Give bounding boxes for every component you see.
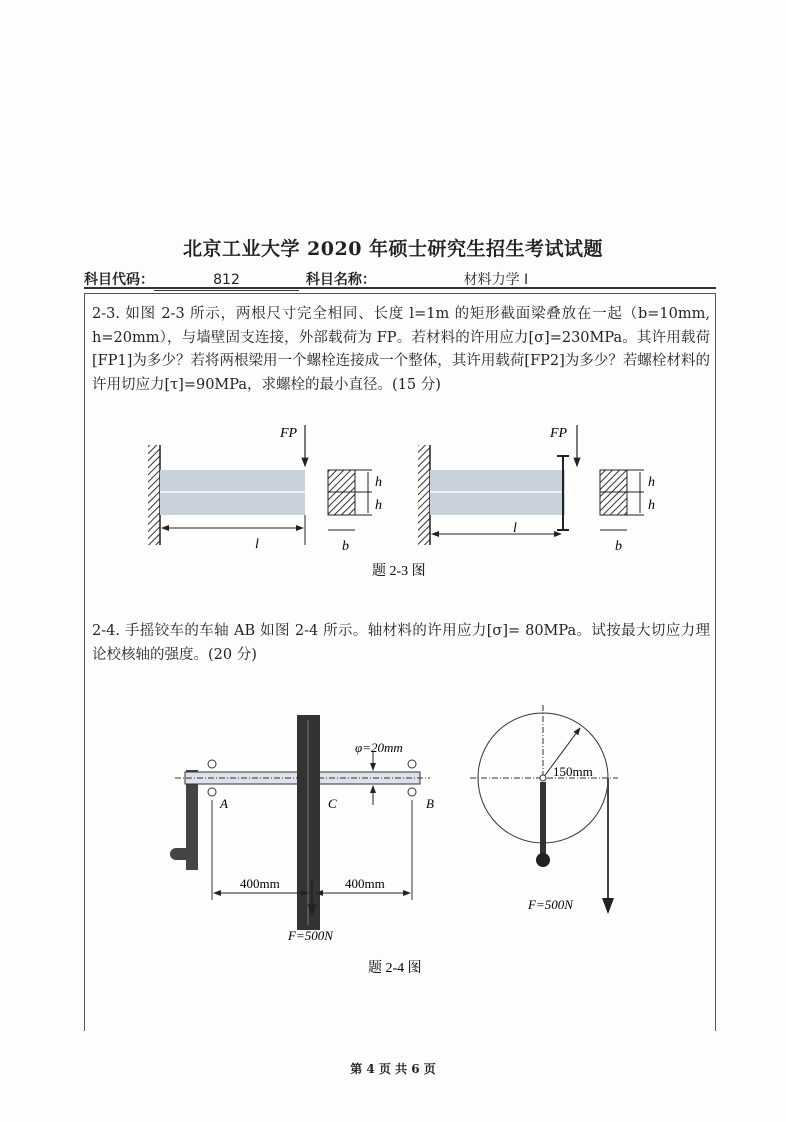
point-b-label: B [426,796,434,811]
section-top-1 [328,470,355,492]
problem-2-3-text: 2-3. 如图 2-3 所示，两根尺寸完全相同、长度 l=1m 的矩形截面梁叠放在一起（b=10mm, h=20mm），与墙壁固支连接，外部载荷为 FP。若材料的许用应力[σ]=230MPa。其许用载荷[FP1]为多少？若将两根梁用一个螺栓连接成一个整体，其许用载荷[FP2]为多少？若螺栓材料的许用切应力[τ]=90MPa，求螺栓的最小直径。(15 分) [92,306,710,393]
crank-handle [170,848,198,860]
subject-code-label: 科目代码： [84,272,154,288]
width-label: b [615,539,622,554]
subject-name-value: 材料力学 I [376,269,616,288]
width-label: b [342,539,349,554]
diameter-label: φ=20mm [355,740,403,755]
force-right-label: F=500N [528,897,573,912]
dim-right-label: 400mm [345,876,385,891]
height-label: h [375,498,382,513]
height-label: h [648,475,655,490]
figure-2-4-caption: 题 2-4 图 [368,961,422,976]
subject-name-label: 科目名称： [305,272,376,288]
length-label-2: l [513,521,517,536]
point-a-label: A [220,796,228,811]
force-left-label: F=500N [288,928,333,943]
wall-left [148,445,160,545]
page-footer: 第 4 页 共 6 页 [350,1062,436,1076]
exam-title: 北京工业大学 2020 年硕士研究生招生考试试题 [182,238,604,260]
wall-right [418,445,430,545]
height-label: h [648,498,655,513]
point-c-label: C [328,796,337,811]
load-label-2: FP [550,426,568,441]
height-label: h [375,475,382,490]
figure-2-4 [170,705,618,976]
subject-code-value: 812 [154,272,299,291]
radius-label: 150mm [553,764,593,779]
length-label-1: l [255,537,259,552]
section-bottom-1 [328,492,355,515]
figure-2-3-caption: 题 2-3 图 [372,564,426,579]
dim-left-label: 400mm [240,876,280,891]
problem-2-4-text: 2-4. 手摇铰车的车轴 AB 如图 2-4 所示。轴材料的许用应力[σ]= 80MPa。试按最大切应力理论校核轴的强度。(20 分) [92,623,710,663]
load-label-1: FP [280,426,298,441]
